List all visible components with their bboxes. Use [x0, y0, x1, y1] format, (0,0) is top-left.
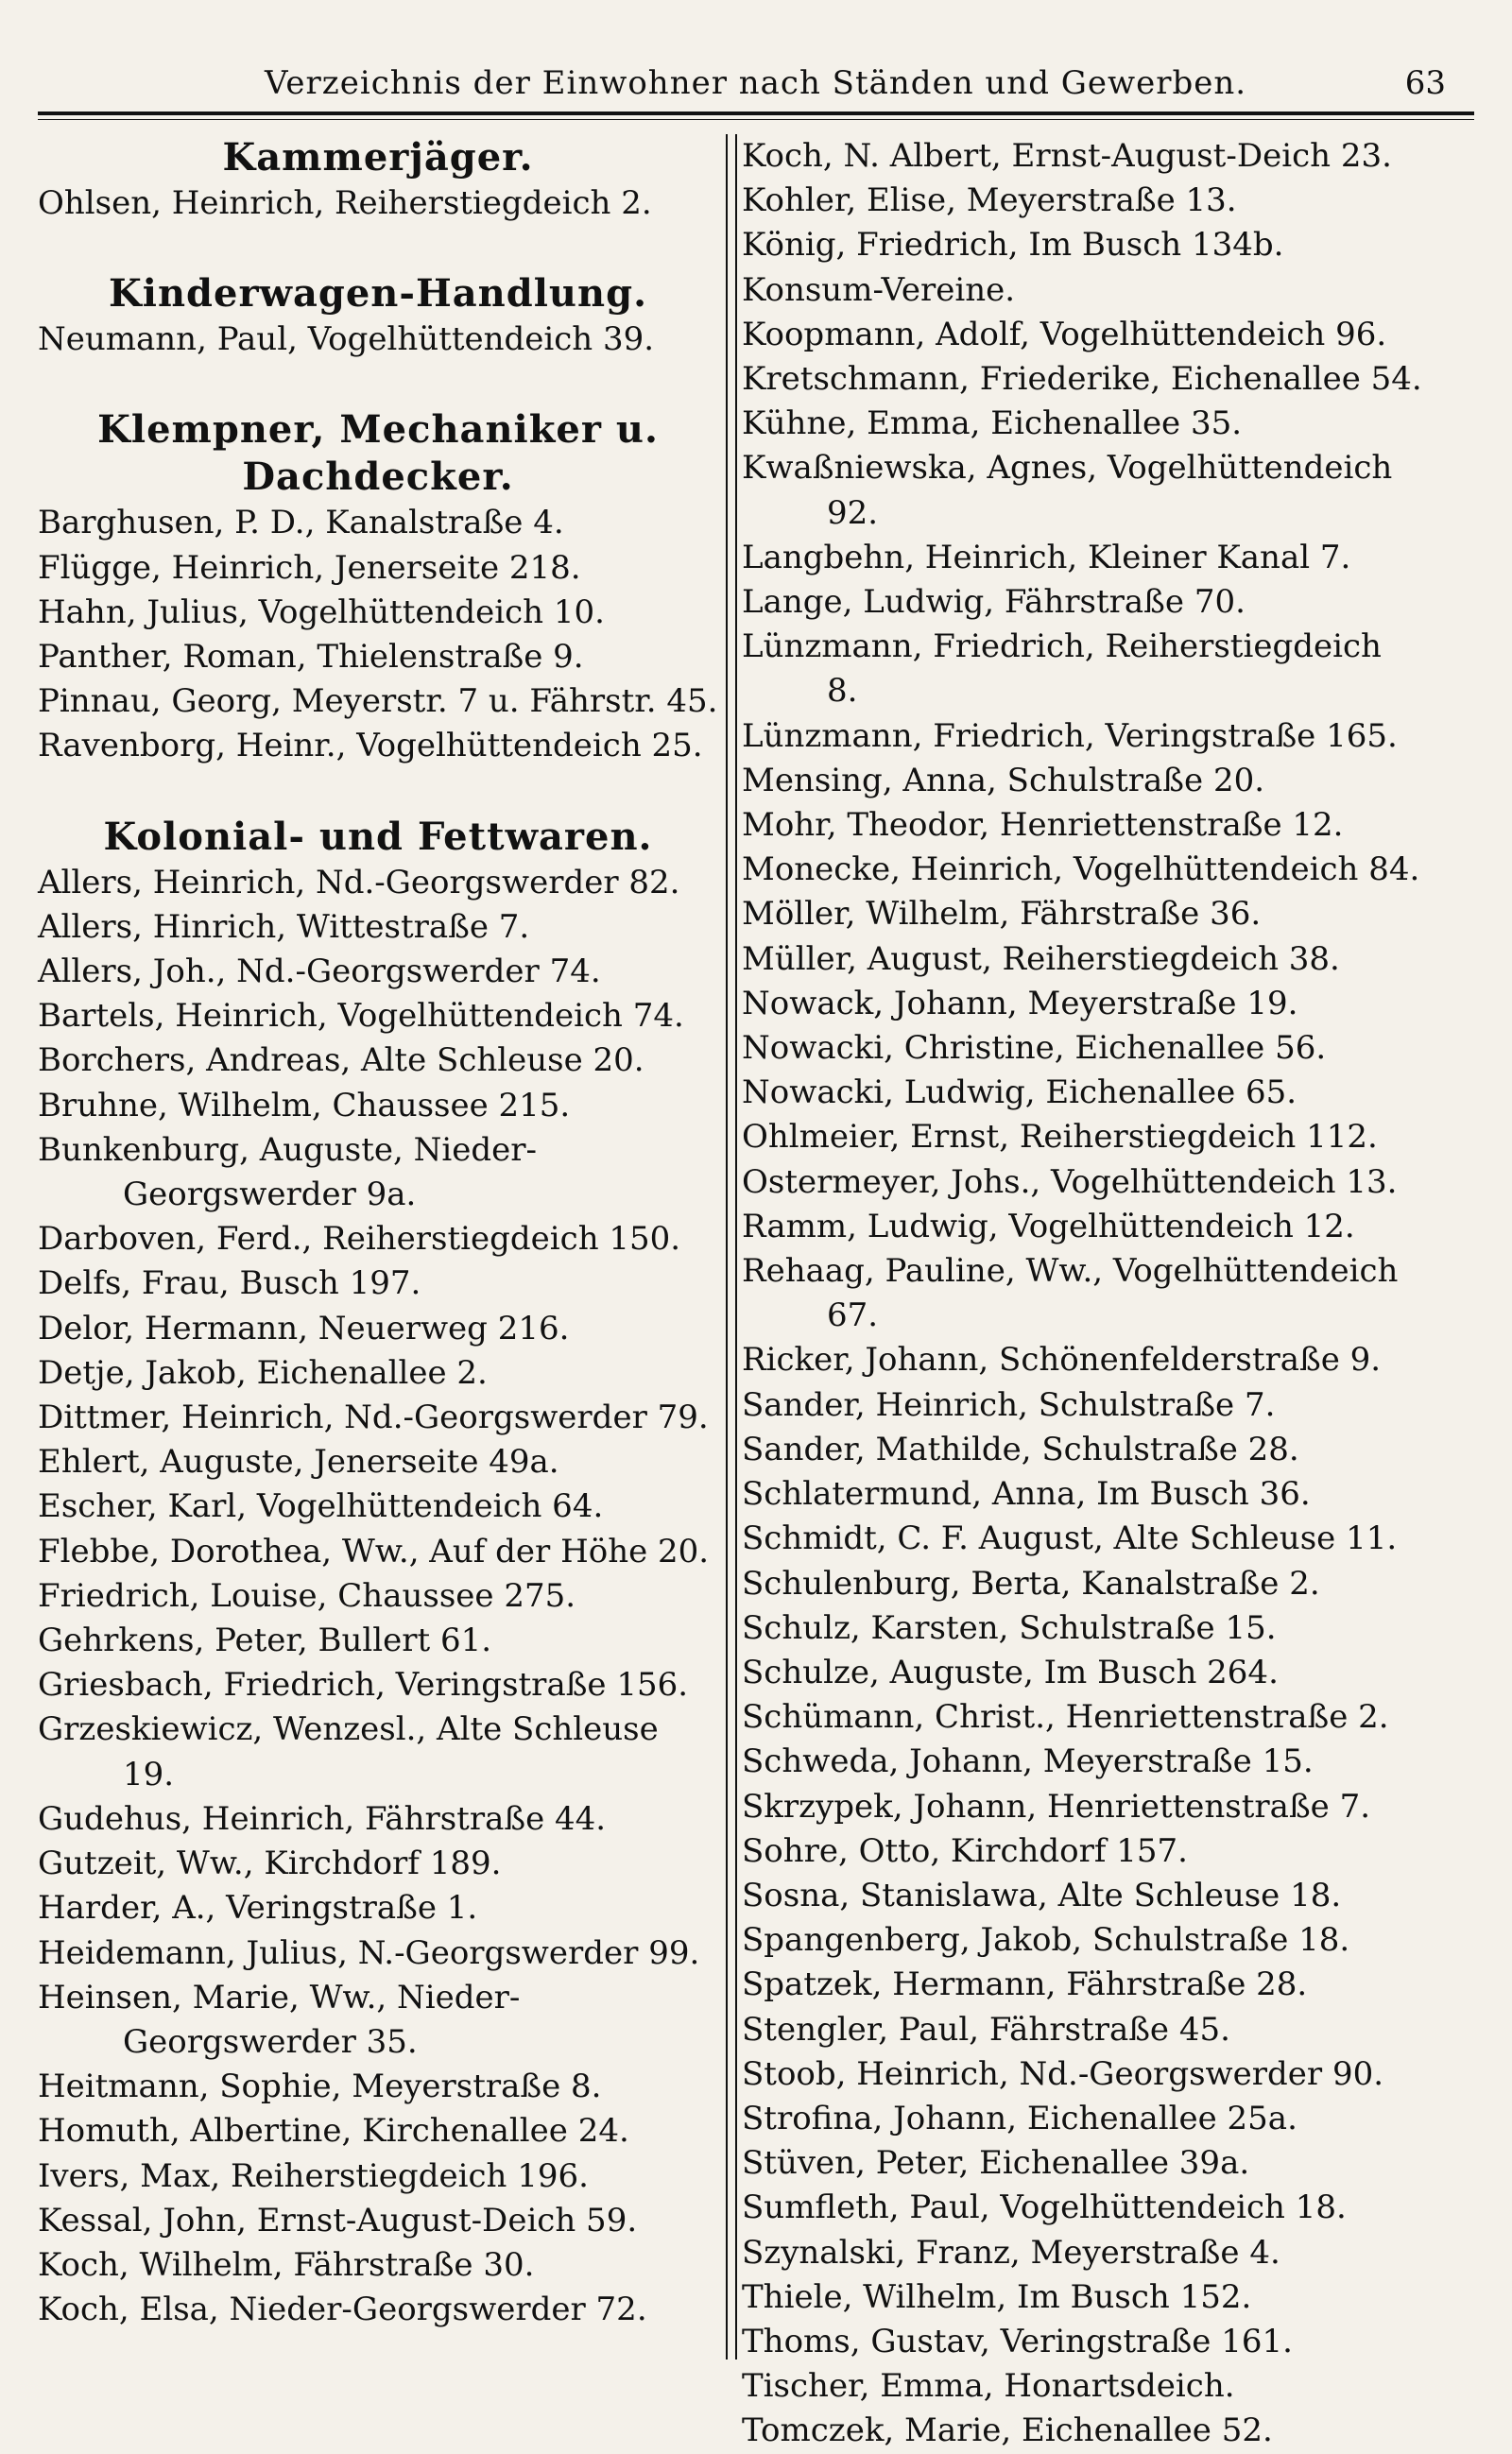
directory-entry: Barghusen, P. D., Kanalstraße 4.	[38, 504, 564, 542]
directory-entry: Bartels, Heinrich, Vogelhüttendeich 74.	[38, 997, 684, 1036]
directory-entry: Stüven, Peter, Eichenallee 39a.	[742, 2144, 1250, 2183]
section-klempner	[38, 406, 718, 768]
directory-entry: Ivers, Max, Reiherstiegdeich 196.	[38, 2156, 589, 2195]
section-spacer	[38, 769, 718, 814]
directory-entry: Sohre, Otto, Kirchdorf 157.	[742, 1831, 1188, 1870]
directory-entry: Nowack, Johann, Meyerstraße 19.	[742, 984, 1298, 1022]
directory-entry: Schulz, Karsten, Schulstraße 15.	[742, 1608, 1277, 1647]
section-kinderwagen	[38, 270, 718, 362]
directory-entry: Allers, Joh., Nd.-Georgswerder 74.	[38, 952, 601, 991]
directory-entry: Darboven, Ferd., Reiherstiegdeich 150.	[38, 1220, 681, 1259]
section-kammerjaeger	[38, 134, 718, 226]
directory-entry: Delfs, Frau, Busch 197.	[38, 1264, 421, 1303]
directory-entry: Kwaßniewska, Agnes, Vogelhüttendeich 92.	[742, 449, 1393, 532]
directory-entry: Lange, Ludwig, Fährstraße 70.	[742, 583, 1246, 622]
directory-entry: Schulze, Auguste, Im Busch 264.	[742, 1653, 1279, 1691]
directory-entry: Nowacki, Ludwig, Eichenallee 65.	[742, 1073, 1297, 1112]
directory-entry: Koch, Elsa, Nieder-Georgswerder 72.	[38, 2291, 647, 2329]
directory-entry: Bunkenburg, Auguste, Nieder-Georgswerder 9a.	[38, 1130, 538, 1214]
directory-entry: Spangenberg, Jakob, Schulstraße 18.	[742, 1921, 1350, 1960]
section-heading: Kolonial- und Fettwaren.	[103, 814, 653, 859]
section-heading: Klempner, Mechaniker u. Dachdecker.	[97, 407, 659, 500]
directory-entry: Kessal, John, Ernst-August-Deich 59.	[38, 2201, 638, 2239]
section-spacer	[38, 362, 718, 406]
section-spacer	[38, 226, 718, 270]
directory-entry: Ricker, Johann, Schönenfelderstraße 9.	[742, 1341, 1382, 1380]
directory-entry: Homuth, Albertine, Kirchenallee 24.	[38, 2112, 629, 2151]
running-title: Verzeichnis der Einwohner nach Ständen und Gewerben.	[265, 64, 1247, 102]
directory-entry: Harder, A., Veringstraße 1.	[38, 1889, 478, 1928]
directory-entry: Gudehus, Heinrich, Fährstraße 44.	[38, 1799, 607, 1838]
section-kolonialwaren	[38, 814, 718, 2333]
running-head	[38, 55, 1474, 112]
directory-entry: Thoms, Gustav, Veringstraße 161.	[742, 2322, 1293, 2360]
directory-entry: Sander, Mathilde, Schulstraße 28.	[742, 1430, 1299, 1468]
page-number: 63	[1404, 64, 1446, 102]
directory-entry: Heitmann, Sophie, Meyerstraße 8.	[38, 2068, 602, 2106]
directory-entry: Skrzypek, Johann, Henriettenstraße 7.	[742, 1787, 1371, 1826]
directory-entry: Allers, Heinrich, Nd.-Georgswerder 82.	[38, 863, 680, 901]
directory-entry: Kretschmann, Friederike, Eichenallee 54.	[742, 360, 1422, 399]
directory-entry: Allers, Hinrich, Wittestraße 7.	[38, 907, 530, 946]
directory-entry: Borchers, Andreas, Alte Schleuse 20.	[38, 1041, 644, 1080]
directory-entry: Langbehn, Heinrich, Kleiner Kanal 7.	[742, 538, 1351, 576]
directory-entry: Schulenburg, Berta, Kanalstraße 2.	[742, 1564, 1320, 1603]
directory-entry: Ramm, Ludwig, Vogelhüttendeich 12.	[742, 1207, 1355, 1245]
directory-entry: Nowacki, Christine, Eichenallee 56.	[742, 1029, 1327, 1068]
directory-entry: Thiele, Wilhelm, Im Busch 152.	[742, 2277, 1252, 2316]
directory-entry: Flügge, Heinrich, Jenerseite 218.	[38, 548, 581, 587]
directory-entry: Schweda, Johann, Meyerstraße 15.	[742, 1742, 1314, 1781]
directory-entry: Stoob, Heinrich, Nd.-Georgswerder 90.	[742, 2054, 1384, 2093]
directory-entry: Grzeskiewicz, Wenzesl., Alte Schleuse 19.	[38, 1710, 659, 1793]
entry-list	[38, 317, 718, 362]
directory-entry: Sander, Heinrich, Schulstraße 7.	[742, 1385, 1276, 1424]
directory-entry: Panther, Roman, Thielenstraße 9.	[38, 638, 584, 677]
directory-entry: Monecke, Heinrich, Vogelhüttendeich 84.	[742, 850, 1420, 889]
directory-entry: Ehlert, Auguste, Jenerseite 49a.	[38, 1443, 559, 1482]
entry-list	[38, 181, 718, 226]
directory-entry: Gehrkens, Peter, Bullert 61.	[38, 1622, 492, 1660]
directory-entry: Rehaag, Pauline, Ww., Vogelhüttendeich 67.	[742, 1252, 1399, 1335]
directory-entry: Gutzeit, Ww., Kirchdorf 189.	[38, 1845, 502, 1883]
directory-entry: Schlatermund, Anna, Im Busch 36.	[742, 1475, 1311, 1514]
directory-entry: Schmidt, C. F. August, Alte Schleuse 11.	[742, 1519, 1398, 1558]
directory-entry: Kohler, Elise, Meyerstraße 13.	[742, 181, 1237, 220]
directory-entry: Sosna, Stanislawa, Alte Schleuse 18.	[742, 1876, 1342, 1914]
directory-entry: Hahn, Julius, Vogelhüttendeich 10.	[38, 592, 605, 631]
left-column	[38, 134, 718, 2332]
section-heading: Kammerjäger.	[222, 135, 534, 180]
right-column	[742, 134, 1422, 2454]
directory-entry: Stengler, Paul, Fährstraße 45.	[742, 2010, 1230, 2049]
directory-entry: Flebbe, Dorothea, Ww., Auf der Höhe 20.	[38, 1532, 710, 1570]
directory-entry: Griesbach, Friedrich, Veringstraße 156.	[38, 1666, 689, 1705]
directory-entry: Koch, Wilhelm, Fährstraße 30.	[38, 2245, 535, 2284]
directory-entry: Konsum-Vereine.	[742, 270, 1016, 309]
entry-list	[38, 501, 718, 768]
directory-entry: Müller, August, Reiherstiegdeich 38.	[742, 939, 1340, 978]
directory-entry: Koch, N. Albert, Ernst-August-Deich 23.	[742, 137, 1392, 175]
directory-entry: Möller, Wilhelm, Fährstraße 36.	[742, 895, 1262, 934]
directory-entry: Lünzmann, Friedrich, Reiherstiegdeich 8.	[742, 627, 1382, 711]
directory-entry: Escher, Karl, Vogelhüttendeich 64.	[38, 1487, 604, 1526]
entry-list	[38, 861, 718, 2333]
directory-entry: Bruhne, Wilhelm, Chaussee 215.	[38, 1086, 571, 1124]
directory-entry: Koopmann, Adolf, Vogelhüttendeich 96.	[742, 315, 1387, 353]
directory-entry: Tomczek, Marie, Eichenallee 52.	[742, 2411, 1273, 2450]
section-heading: Kinderwagen-Handlung.	[108, 271, 647, 317]
directory-entry: Ravenborg, Heinr., Vogelhüttendeich 25.	[38, 727, 703, 765]
directory-entry: Dittmer, Heinrich, Nd.-Georgswerder 79.	[38, 1399, 709, 1437]
directory-entry: Pinnau, Georg, Meyerstr. 7 u. Fährstr. 45.	[38, 682, 718, 721]
directory-entry: Ostermeyer, Johs., Vogelhüttendeich 13.	[742, 1162, 1398, 1201]
header-rule	[38, 112, 1474, 120]
directory-entry: Spatzek, Hermann, Fährstraße 28.	[742, 1965, 1308, 2004]
directory-entry: Tischer, Emma, Honartsdeich.	[742, 2367, 1235, 2406]
directory-entry: König, Friedrich, Im Busch 134b.	[742, 226, 1284, 265]
directory-entry: Heidemann, Julius, N.-Georgswerder 99.	[38, 1933, 700, 1972]
directory-entry: Ohlmeier, Ernst, Reiherstiegdeich 112.	[742, 1118, 1378, 1157]
directory-entry: Heinsen, Marie, Ww., Nieder-Georgswerder 35.	[38, 1978, 521, 2061]
directory-entry: Neumann, Paul, Vogelhüttendeich 39.	[38, 320, 655, 359]
directory-entry: Szynalski, Franz, Meyerstraße 4.	[742, 2233, 1280, 2272]
directory-entry: Mensing, Anna, Schulstraße 20.	[742, 761, 1265, 799]
directory-entry: Mohr, Theodor, Henriettenstraße 12.	[742, 806, 1344, 845]
directory-entry: Schümann, Christ., Henriettenstraße 2.	[742, 1698, 1389, 1737]
directory-entry: Strofina, Johann, Eichenallee 25a.	[742, 2099, 1297, 2137]
directory-entry: Sumfleth, Paul, Vogelhüttendeich 18.	[742, 2188, 1347, 2227]
directory-entry: Friedrich, Louise, Chaussee 275.	[38, 1576, 576, 1615]
directory-entry: Ohlsen, Heinrich, Reiherstiegdeich 2.	[38, 184, 652, 222]
directory-entry: Delor, Hermann, Neuerweg 216.	[38, 1309, 570, 1347]
directory-entry: Kühne, Emma, Eichenallee 35.	[742, 404, 1243, 443]
column-divider	[726, 134, 737, 2360]
directory-entry: Detje, Jakob, Eichenallee 2.	[38, 1353, 488, 1392]
directory-entry: Lünzmann, Friedrich, Veringstraße 165.	[742, 716, 1398, 755]
entry-list	[742, 134, 1422, 2454]
